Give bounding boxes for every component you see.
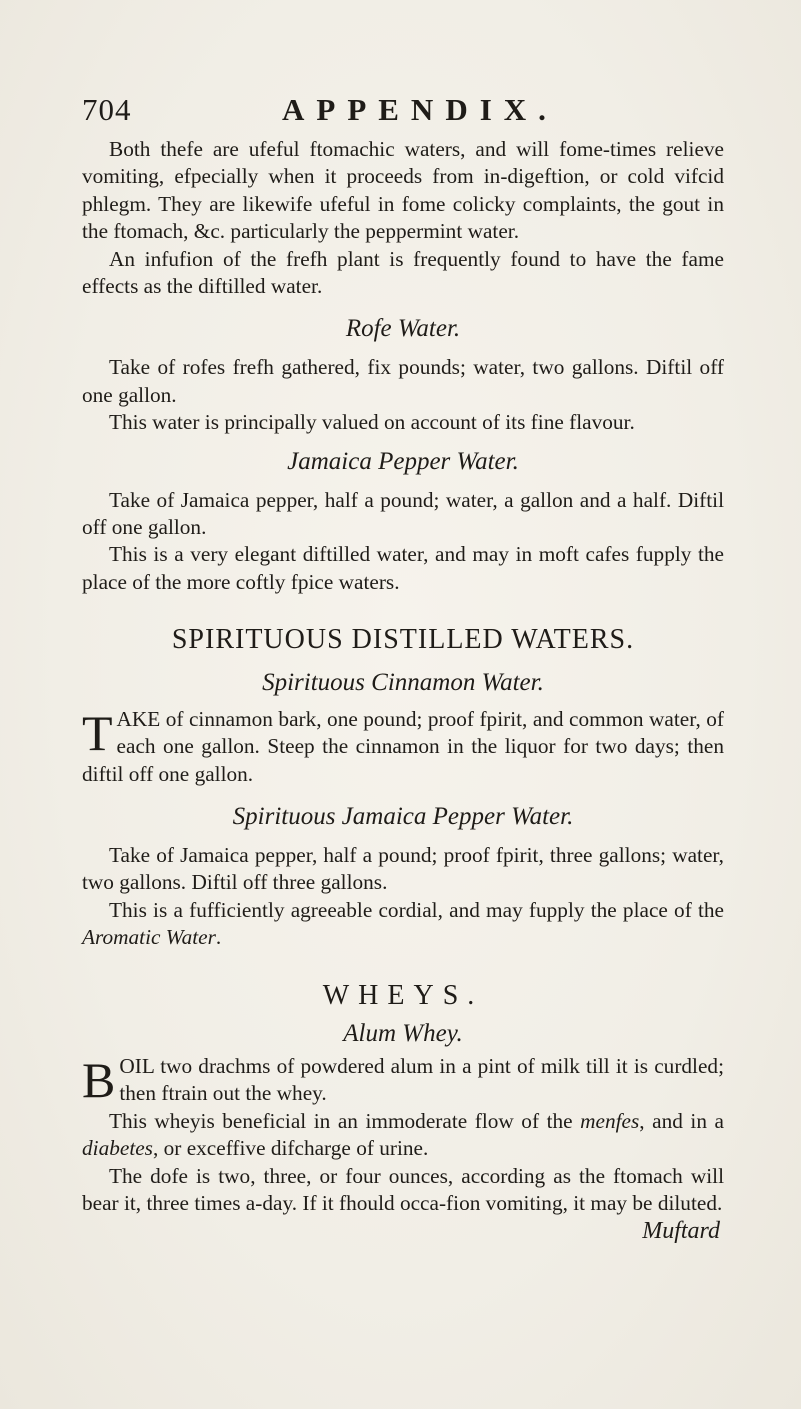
section-heading-spirituous-waters: SPIRITUOUS DISTILLED WATERS. [171,624,635,656]
paragraph-cinnamon-recipe [82,706,724,788]
page-body [82,136,724,1245]
benefit-text-c: , or exceffive difcharge of urine. [152,1136,429,1161]
paragraph-jamaica-note: This is a very elegant diftilled water, and may in moft cafes fupply the place of the more coftly fpice waters. [82,542,724,594]
diabetes-term: diabetes [82,1136,153,1161]
paragraph-stomachic-waters: Both thefe are ufeful ftomachic waters, and will fome-times relieve vomiting, efpecially when it proceeds from in-digeftion, or cold vifcid phlegm. They are likewife ufeful in fome colicky complaints, the gout in the ftomach, &c. particularly the peppermint water. [82,137,724,244]
paragraph-rose-note: This water is principally valued on account of its fine flavour. [109,410,635,435]
drop-cap-b: B [82,1051,116,1108]
paragraph-alum-dose: The dofe is two, three, or four ounces, according as the ftomach will bear it, three times a-day. If it fhould occa-fion vomiting, it may be diluted. [82,1163,724,1215]
heading-spirituous-cinnamon-water: Spirituous Cinnamon Water. [262,668,544,696]
running-head [82,92,722,136]
paragraph-jamaica-recipe: Take of Jamaica pepper, half a pound; water, a gallon and a half. Diftil off one gallon. [82,487,724,540]
heading-spirituous-jamaica-pepper-water: Spirituous Jamaica Pepper Water. [232,802,574,830]
paragraph-alum-recipe [82,1053,724,1108]
running-title: APPENDIX. [282,92,558,127]
paragraph-alum-benefit [82,1108,724,1163]
cinnamon-recipe-text: AKE of cinnamon bark, one pound; proof fpirit, and common water, of each one gallon. Steep the cinnamon in the liquor for two days; then diftil off one gallon. [82,706,724,786]
note-text-start: This is a fufficiently agreeable cordial, and may fupply the place of the [109,897,724,922]
benefit-text-b: , and in a [639,1108,724,1133]
aromatic-water-reference: Aromatic Water [82,925,216,950]
drop-cap-t: T [82,704,113,761]
heading-alum-whey: Alum Whey. [343,1019,463,1047]
section-heading-wheys: WHEYS. [322,979,484,1011]
paragraph-infusion: An infufion of the frefh plant is frequently found to have the fame effects as the diftilled water. [82,246,724,299]
heading-jamaica-pepper-water: Jamaica Pepper Water. [287,447,519,475]
paragraph-spirituous-jamaica-recipe: Take of Jamaica pepper, half a pound; proof fpirit, three gallons; water, two gallons. Diftil off three gallons. [82,842,724,895]
paragraph-spirituous-jamaica-note [82,897,724,952]
benefit-text-a: This wheyis beneficial in an immoderate flow of the [109,1108,581,1133]
paragraph-rose-recipe: Take of rofes frefh gathered, fix pounds; water, two gallons. Diftil off one gallon. [82,355,724,407]
catchword: Muftard [642,1218,720,1245]
note-text-end: . [215,925,222,950]
alum-recipe-text: OIL two drachms of powdered alum in a pint of milk till it is curdled; then ftrain out the whey. [119,1053,724,1106]
heading-rose-water: Rofe Water. [345,315,461,343]
menses-term: menfes [580,1108,640,1133]
page-number: 704 [82,92,132,127]
